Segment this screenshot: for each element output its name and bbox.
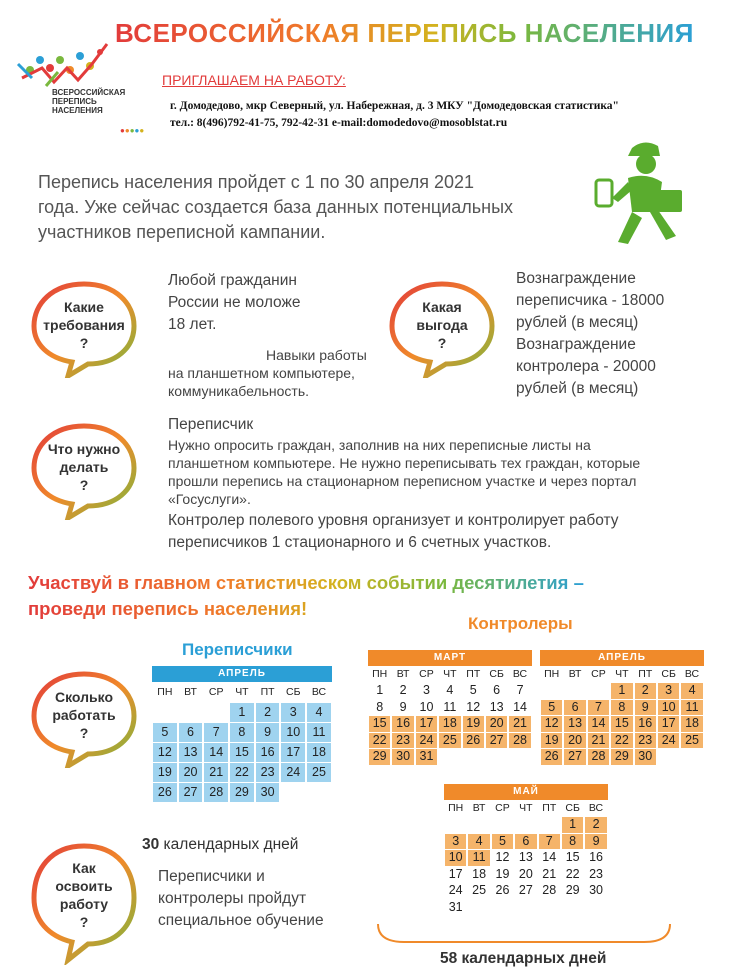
weekday-label: ПН	[544, 668, 560, 681]
address: г. Домодедово, мкр Северный, ул. Набережная, д. 3 МКУ "Домодедовская статистика"	[170, 100, 619, 112]
calendar-day: 18	[307, 743, 331, 762]
training-line: Переписчики и	[158, 868, 265, 885]
calendar-day: 22	[565, 866, 580, 881]
calendar-day: 20	[564, 733, 585, 749]
weekday-label: ВТ	[568, 668, 582, 681]
calendar-day: 17	[448, 866, 463, 881]
census-worker-icon	[588, 138, 700, 248]
calendar-day: 6	[515, 834, 536, 850]
weekday-label: СБ	[489, 668, 504, 681]
weekday-label: ВТ	[184, 686, 197, 698]
calendar-day: 12	[466, 699, 481, 714]
calendar-day: 23	[392, 733, 413, 749]
bubble-line: ?	[79, 477, 89, 493]
benefit-line: Вознаграждение	[516, 270, 636, 287]
days-count: 30	[142, 836, 160, 853]
training-line: специальное обучение	[158, 912, 324, 929]
bubble-benefit	[386, 278, 498, 372]
weekday-label: СБ	[565, 802, 580, 815]
todo-text	[168, 414, 708, 554]
calendar-day: 30	[392, 749, 413, 765]
census-logo	[12, 38, 152, 133]
calendar-may	[444, 784, 608, 916]
weekday-label: ВТ	[396, 668, 410, 681]
calendar-day: 12	[153, 743, 177, 762]
calendar-day: 15	[565, 850, 580, 864]
calendar-day: 19	[153, 763, 177, 782]
page-title: ВСЕРОССИЙСКАЯ ПЕРЕПИСЬ НАСЕЛЕНИЯ	[115, 18, 694, 48]
calendar-day: 12	[541, 716, 562, 732]
skills-line: коммуникабельность.	[168, 383, 310, 399]
calendar-day: 7	[539, 834, 560, 850]
calendar-day: 11	[681, 700, 702, 716]
todo-line: Нужно опросить граждан, заполнив на них переписные листы на	[168, 437, 591, 453]
calendar-day: 21	[204, 763, 228, 782]
calendar-day: 23	[589, 866, 603, 881]
calendar-day: 27	[179, 783, 203, 802]
bubble-line: Сколько	[54, 689, 113, 705]
calendar-day: 14	[204, 743, 228, 762]
calendar-day: 20	[179, 763, 203, 782]
calendar-day: 10	[419, 699, 434, 714]
calendar-day: 30	[589, 883, 603, 897]
calendar-day: 15	[230, 743, 254, 762]
calendar-day: 21	[509, 716, 530, 732]
weekday-label: ВС	[512, 668, 528, 681]
bubble-line: Какие	[64, 299, 104, 315]
weekday-label: СР	[591, 668, 606, 681]
calendar-month-header: АПРЕЛЬ	[540, 650, 704, 666]
calendar-day: 4	[307, 703, 331, 722]
calendar-day: 3	[658, 683, 679, 699]
calendar-day: 16	[635, 716, 656, 732]
calendar-day: 9	[399, 699, 407, 714]
weekday-label: ЧТ	[235, 686, 249, 698]
calendar-day: 9	[256, 723, 280, 742]
calendar-day: 10	[445, 850, 466, 866]
calendar-day: 25	[681, 733, 702, 749]
calendar-day: 19	[463, 716, 484, 732]
benefit-line: рублей (в месяц)	[516, 380, 639, 397]
calendar-month-header: АПРЕЛЬ	[152, 666, 332, 682]
weekday-label: ПТ	[260, 686, 275, 698]
calendar-day: 25	[439, 733, 460, 749]
calendar-april-enumerators	[152, 666, 332, 802]
calendar-grid	[540, 666, 704, 765]
calendar-day: 3	[281, 703, 305, 722]
training-line: контролеры пройдут	[158, 890, 307, 907]
weekday-label: СБ	[661, 668, 676, 681]
calendar-day: 24	[658, 733, 679, 749]
bubble-howlearn	[28, 840, 140, 960]
bubble-line: Что нужно	[47, 441, 121, 457]
calendar-day: 4	[681, 683, 702, 699]
bubble-benefit-text	[386, 278, 498, 372]
calendar-day: 28	[542, 883, 557, 897]
calendar-grid	[152, 682, 332, 802]
calendar-day: 22	[611, 733, 632, 749]
bubble-howlong-text	[28, 668, 140, 762]
weekday-label: ПТ	[542, 802, 557, 815]
calendar-day: 13	[489, 699, 504, 714]
skills-line: на планшетном компьютере,	[168, 365, 355, 381]
calendar-day: 5	[492, 834, 513, 850]
benefit-line: рублей (в месяц)	[516, 314, 639, 331]
calendar-day: 28	[204, 783, 228, 802]
training-text	[158, 866, 324, 932]
skills-line: Навыки работы	[266, 347, 367, 363]
calendar-day: 19	[541, 733, 562, 749]
calendar-day: 18	[439, 716, 460, 732]
calendar-day: 2	[256, 703, 280, 722]
calendar-day: 31	[416, 749, 437, 765]
calendar-day: 27	[564, 749, 585, 765]
calendar-day: 11	[307, 723, 331, 742]
controllers-title: Контролеры	[468, 614, 573, 633]
req-line: 18 лет.	[168, 316, 217, 333]
bubble-todo-text	[28, 420, 140, 514]
controller-line: Контролер полевого уровня организует и контролирует работу	[168, 512, 619, 529]
weekday-label: ПН	[448, 802, 464, 815]
slogan-line-2: проведи перепись населения!	[28, 598, 308, 619]
req-line: России не моложе	[168, 294, 301, 311]
calendar-day: 22	[230, 763, 254, 782]
logo-dots-icon: ●●●●●	[120, 126, 145, 135]
weekday-label: ПН	[157, 686, 173, 698]
intro-line-1: Перепись населения пройдет с 1 по 30 апреля 2021	[38, 172, 475, 192]
calendar-day: 25	[307, 763, 331, 782]
weekday-label: ВС	[311, 686, 327, 698]
calendar-day: 8	[376, 699, 384, 714]
enumerators-title: Переписчики	[182, 640, 293, 659]
bubble-howlong	[28, 668, 140, 762]
bubble-line: требования	[43, 317, 125, 333]
intro-line-2: года. Уже сейчас создается база данных потенциальных	[38, 197, 514, 217]
calendar-day: 17	[281, 743, 305, 762]
calendar-day: 23	[635, 733, 656, 749]
calendar-day: 21	[542, 866, 557, 881]
weekday-label: ВС	[684, 668, 700, 681]
calendar-day: 13	[564, 716, 585, 732]
calendar-day: 23	[256, 763, 280, 782]
calendar-day: 22	[369, 733, 390, 749]
calendar-day: 14	[513, 699, 527, 714]
calendar-day: 26	[495, 883, 510, 897]
todo-heading: Переписчик	[168, 416, 254, 433]
calendar-day: 20	[518, 866, 533, 881]
calendar-day: 4	[446, 683, 454, 697]
calendar-day: 10	[281, 723, 305, 742]
weekday-label: ПН	[372, 668, 388, 681]
todo-line: прошли перепись на стационарном переписном участке и через портал	[168, 473, 637, 489]
calendar-day: 13	[518, 850, 533, 864]
calendar-month-header: МАЙ	[444, 784, 608, 800]
calendar-day: 14	[542, 850, 557, 864]
logo-text-3: НАСЕЛЕНИЯ	[52, 106, 103, 115]
calendar-day: 1	[376, 683, 384, 697]
calendar-day: 16	[256, 743, 280, 762]
weekday-label: ПТ	[638, 668, 653, 681]
weekday-label: ВС	[588, 802, 604, 815]
weekday-label: ЧТ	[443, 668, 457, 681]
calendar-day: 24	[448, 883, 463, 897]
calendar-day: 6	[564, 700, 585, 716]
calendar-day: 29	[611, 749, 632, 765]
bracket-line-icon	[374, 920, 674, 950]
calendar-march	[368, 650, 532, 765]
calendar-day: 8	[611, 700, 632, 716]
bubble-line: Какая	[422, 299, 462, 315]
calendar-day: 12	[495, 850, 510, 864]
intro-text	[38, 170, 578, 245]
calendar-day: 13	[179, 743, 203, 762]
calendar-day: 14	[588, 716, 609, 732]
calendar-day: 7	[516, 683, 524, 697]
calendar-day: 2	[585, 817, 606, 833]
calendar-day: 2	[635, 683, 656, 699]
weekday-label: СБ	[286, 686, 301, 698]
logo-figures-icon	[12, 38, 112, 93]
enumerators-days-note	[142, 836, 298, 854]
calendar-day: 16	[392, 716, 413, 732]
calendar-day: 30	[256, 783, 280, 802]
calendar-day: 20	[486, 716, 507, 732]
calendar-day: 10	[658, 700, 679, 716]
bubble-line: освоить	[55, 878, 113, 894]
calendar-day: 5	[469, 683, 477, 697]
calendar-day: 29	[230, 783, 254, 802]
calendar-day: 19	[495, 866, 510, 881]
calendar-day: 3	[423, 683, 430, 697]
contacts: тел.: 8(496)792-41-75, 792-42-31 e-mail:domodedovo@mosoblstat.ru	[170, 117, 508, 129]
bubble-todo	[28, 420, 140, 514]
days-label: календарных дней	[159, 836, 299, 853]
bubble-requirements	[28, 278, 140, 372]
invite-heading: ПРИГЛАШАЕМ НА РАБОТУ:	[162, 72, 346, 88]
requirements-text	[168, 270, 300, 336]
benefit-line: Вознаграждение	[516, 336, 636, 353]
calendar-day: 24	[281, 763, 305, 782]
calendar-day: 7	[588, 700, 609, 716]
calendar-day: 8	[230, 723, 254, 742]
calendar-day: 6	[493, 683, 501, 697]
req-line: Любой гражданин	[168, 272, 297, 289]
weekday-label: ПТ	[466, 668, 481, 681]
bubble-howlearn-text	[28, 840, 140, 950]
calendar-day: 17	[416, 716, 437, 732]
calendar-day: 6	[179, 723, 203, 742]
logo-text-2: ПЕРЕПИСЬ	[52, 97, 97, 106]
bubble-line: ?	[437, 335, 447, 351]
weekday-label: ВТ	[472, 802, 486, 815]
calendar-day: 11	[468, 850, 489, 866]
calendar-day: 29	[565, 883, 580, 897]
weekday-label: СР	[419, 668, 434, 681]
bubble-line: делать	[59, 459, 109, 475]
logo-text-1: ВСЕРОССИЙСКАЯ	[52, 88, 126, 97]
calendar-day: 28	[509, 733, 530, 749]
calendar-grid	[368, 666, 532, 765]
calendar-day: 31	[448, 899, 463, 914]
bubble-line: ?	[79, 914, 89, 930]
calendar-day: 26	[153, 783, 177, 802]
calendar-day: 7	[204, 723, 228, 742]
benefit-line: переписчика - 18000	[516, 292, 665, 309]
calendar-day: 17	[658, 716, 679, 732]
calendar-day: 27	[486, 733, 507, 749]
bubble-requirements-text	[28, 278, 140, 372]
calendar-day: 28	[588, 749, 609, 765]
todo-line: планшетном компьютере. Не нужно переписывать тех граждан, которые	[168, 455, 641, 471]
skills-text	[168, 346, 378, 400]
slogan-line-1: Участвуй в главном статистическом событии десятилетия –	[28, 572, 584, 593]
calendar-day: 30	[635, 749, 656, 765]
bubble-line: выгода	[416, 317, 468, 333]
calendar-day: 24	[416, 733, 437, 749]
intro-line-3: участников переписной кампании.	[38, 222, 326, 242]
calendar-day: 18	[472, 866, 487, 881]
weekday-label: СР	[495, 802, 510, 815]
weekday-label: ЧТ	[615, 668, 629, 681]
bubble-line: работу	[59, 896, 109, 912]
calendar-day: 5	[153, 723, 177, 742]
calendar-day: 11	[443, 699, 457, 714]
calendar-day: 16	[589, 850, 603, 864]
calendar-day: 25	[472, 883, 487, 897]
calendar-day: 29	[369, 749, 390, 765]
calendar-day: 4	[468, 834, 489, 850]
benefit-line: контролера - 20000	[516, 358, 656, 375]
bubble-line: работать	[52, 707, 116, 723]
controllers-days-note: 58 календарных дней	[440, 950, 607, 967]
calendar-day: 26	[541, 749, 562, 765]
calendar-day: 1	[230, 703, 254, 722]
calendar-day: 1	[562, 817, 583, 833]
calendar-day: 5	[541, 700, 562, 716]
controller-line: переписчиков 1 стационарного и 6 счетных участков.	[168, 534, 552, 551]
calendar-day: 27	[518, 883, 533, 897]
calendar-day: 15	[369, 716, 390, 732]
weekday-label: СР	[208, 686, 224, 698]
bubble-line: ?	[79, 725, 89, 741]
calendar-grid	[444, 800, 608, 916]
bubble-line: ?	[79, 335, 89, 351]
weekday-label: ЧТ	[519, 802, 533, 815]
calendar-day: 9	[585, 834, 606, 850]
calendar-day: 2	[399, 683, 407, 697]
benefit-text	[516, 268, 664, 400]
calendar-day: 15	[611, 716, 632, 732]
calendar-month-header: МАРТ	[368, 650, 532, 666]
calendar-day: 26	[463, 733, 484, 749]
todo-line: «Госуслуги».	[168, 491, 251, 507]
calendar-day: 18	[681, 716, 702, 732]
calendar-day: 21	[588, 733, 609, 749]
calendar-april-controllers	[540, 650, 704, 765]
calendar-day: 1	[611, 683, 632, 699]
calendar-day: 8	[562, 834, 583, 850]
calendar-day: 3	[445, 834, 466, 850]
calendar-day: 9	[635, 700, 656, 716]
bubble-line: Как	[72, 860, 96, 876]
